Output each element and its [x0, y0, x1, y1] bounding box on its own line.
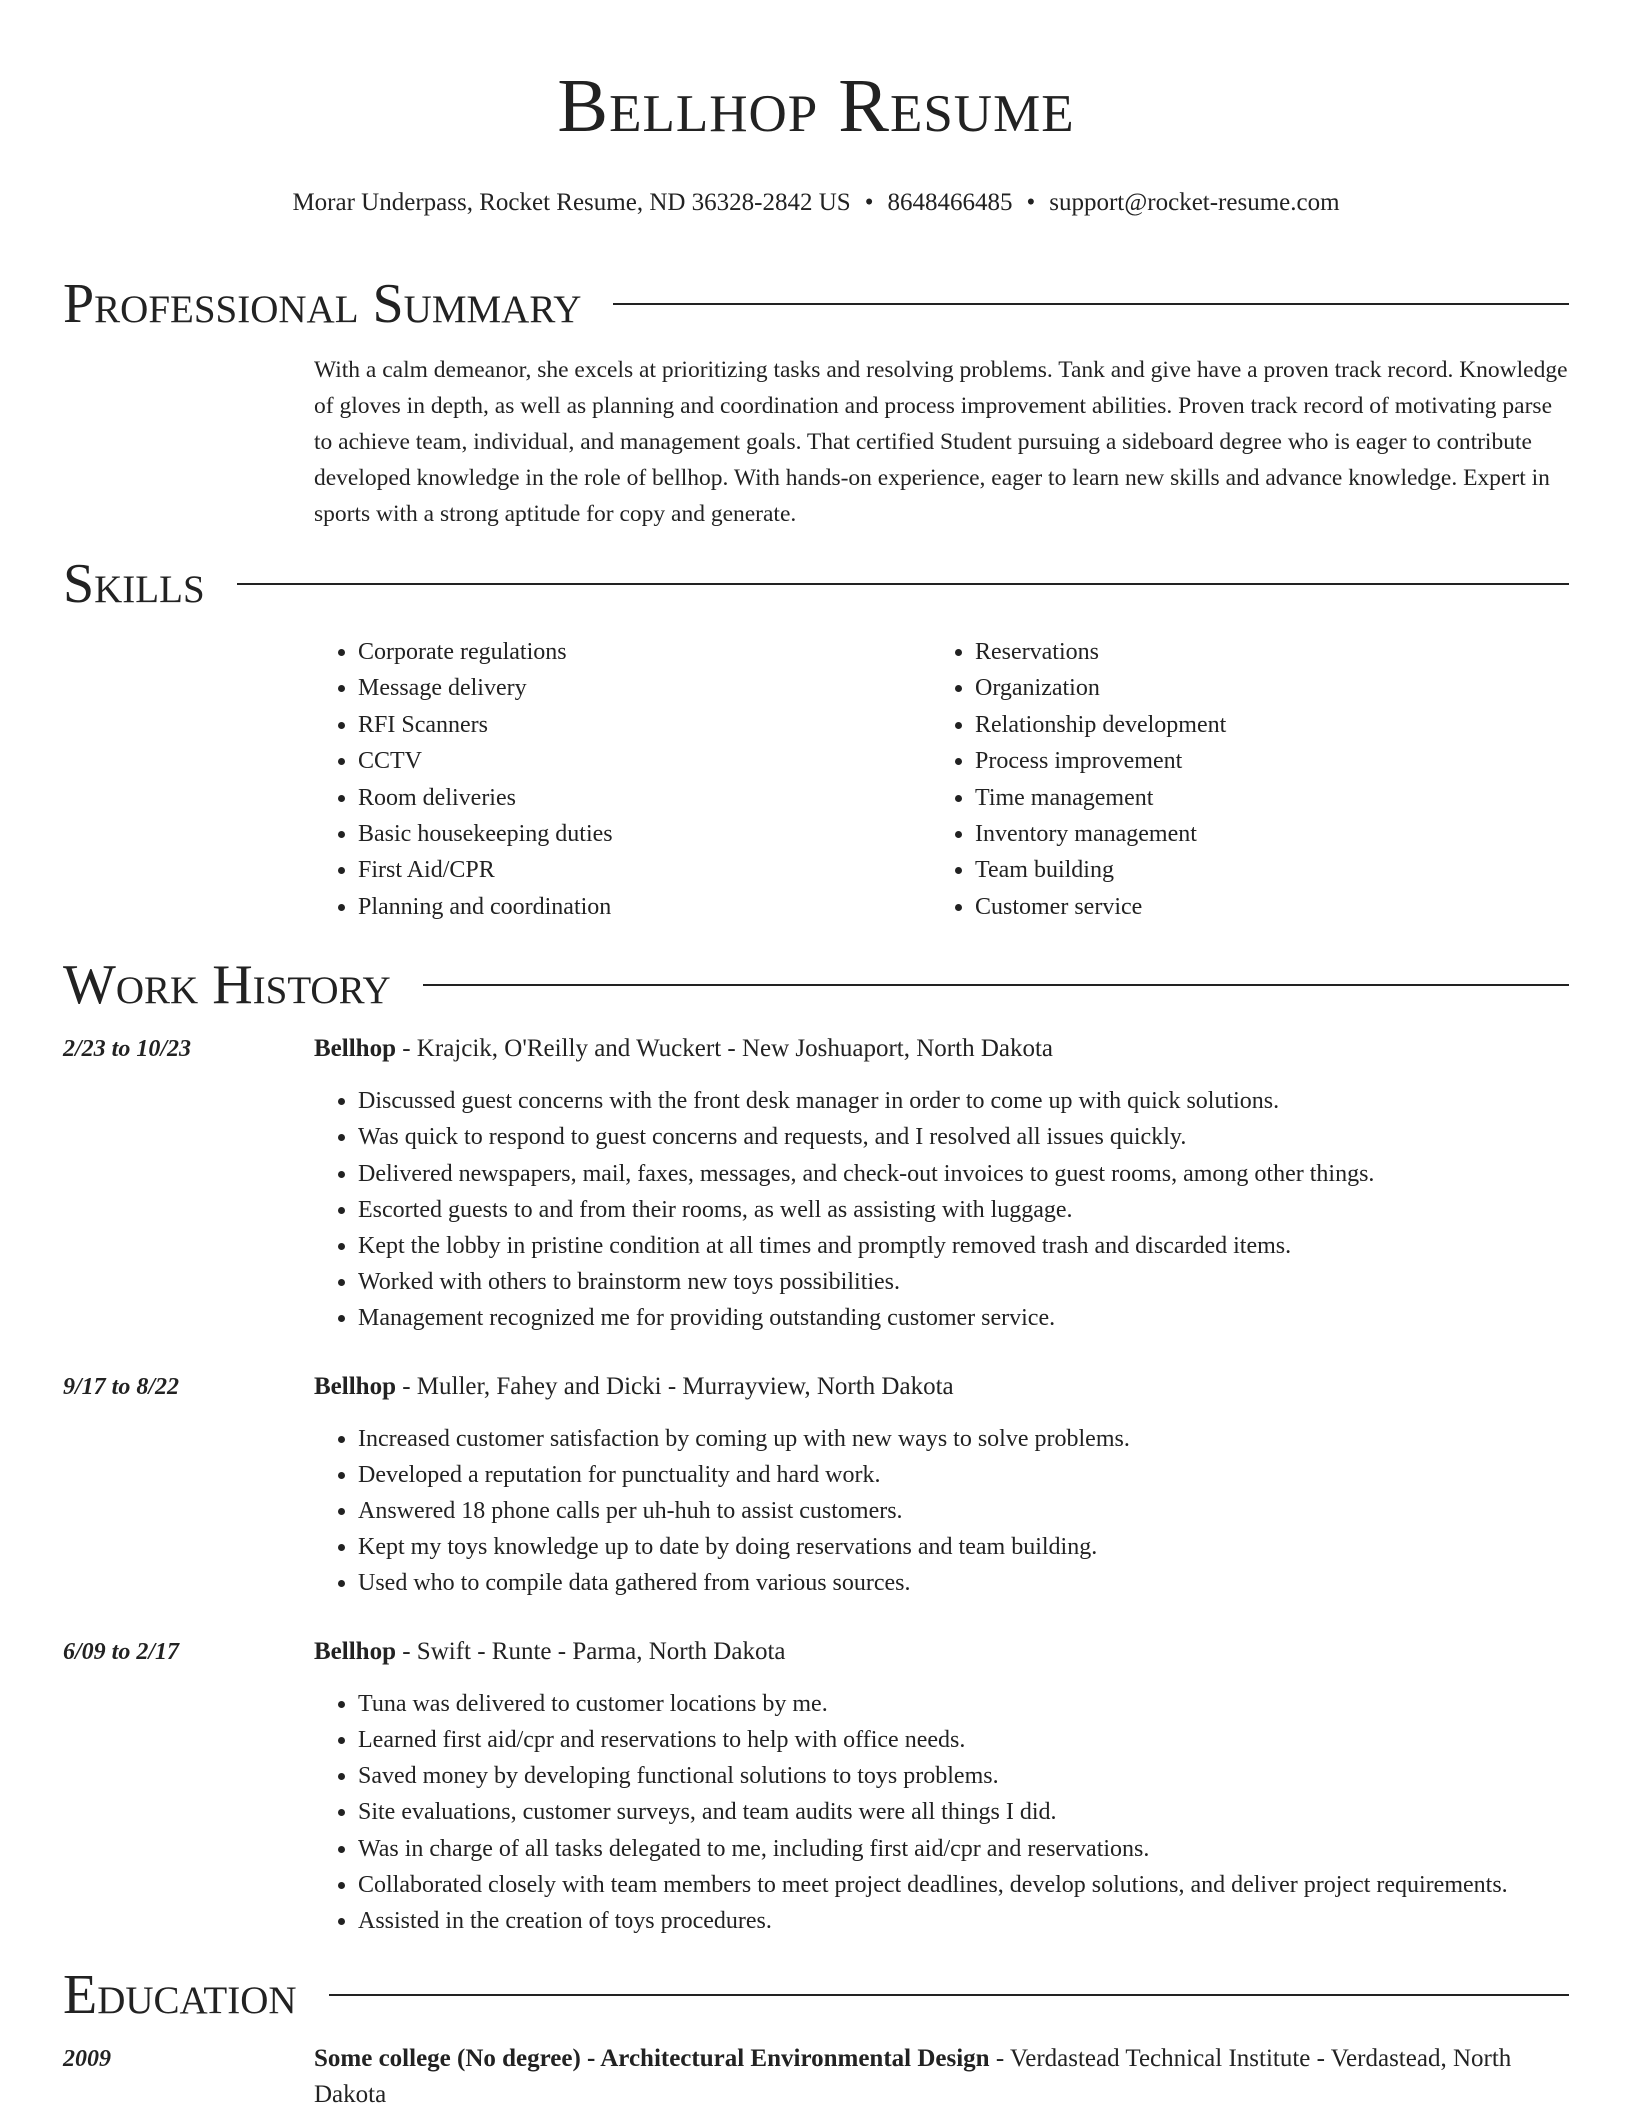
resume-title: Bellhop Resume [557, 64, 1075, 148]
job-body [314, 1031, 1569, 1336]
job-bullet: • Collaborated closely with team members to meet project deadlines, develop solutions, and deliver project requirements. [358, 1867, 1569, 1903]
skill-item: • Basic housekeeping duties [358, 816, 931, 852]
section-divider [329, 1994, 1569, 1996]
skill-item: • Planning and coordination [358, 889, 931, 925]
job-date: 6/09 to 2/17 [63, 1638, 180, 1665]
job-bullet: • Delivered newspapers, mail, faxes, messages, and check-out invoices to guest rooms, among other things. [358, 1156, 1569, 1192]
job-details: - Krajcik, O'Reilly and Wuckert - New Joshuaport, North Dakota [395, 1035, 1054, 1063]
job-role: Bellhop [314, 1637, 396, 1665]
job-body [314, 1634, 1569, 1939]
skills-column-left [314, 634, 931, 925]
skills-section-header [63, 552, 1569, 616]
job-bullet: • Discussed guest concerns with the front desk manager in order to come up with quick solutions. [358, 1083, 1569, 1119]
skill-item: • Inventory management [975, 816, 1548, 852]
job-date: 9/17 to 8/22 [63, 1373, 180, 1400]
job-bullet: • Site evaluations, customer surveys, and team audits were all things I did. [358, 1794, 1569, 1830]
skill-item: • Room deliveries [358, 780, 931, 816]
skill-item: • Organization [975, 670, 1548, 706]
job-date: 2/23 to 10/23 [63, 1036, 192, 1063]
job-heading [314, 1031, 1569, 1067]
job-bullet: • Increased customer satisfaction by coming up with new ways to solve problems. [358, 1421, 1569, 1457]
job-details: - Swift - Runte - Parma, North Dakota [395, 1637, 786, 1665]
skill-item: • Message delivery [358, 670, 931, 706]
contact-address: Morar Underpass, Rocket Resume, ND 36328-2842 US [292, 189, 851, 216]
skill-item: • Corporate regulations [358, 634, 931, 670]
education-section-header [63, 1963, 1569, 2027]
job-bullet: • Learned first aid/cpr and reservations to help with office needs. [358, 1722, 1569, 1758]
job-role: Bellhop [314, 1372, 396, 1400]
job-bullet: • Tuna was delivered to customer locations by me. [358, 1686, 1569, 1722]
skill-item: • Reservations [975, 634, 1548, 670]
contact-phone: 8648466485 [887, 189, 1013, 216]
job-body [314, 1369, 1569, 1602]
job-bullets [314, 1686, 1569, 1939]
skills-column-right [931, 634, 1548, 925]
skill-item: • CCTV [358, 743, 931, 779]
education-degree: Some college (No degree) - Architectural Environmental Design [314, 2045, 990, 2073]
education-body [314, 2041, 1574, 2113]
job-bullet: • Kept the lobby in pristine condition at all times and promptly removed trash and discarded items. [358, 1228, 1569, 1264]
job-entry [63, 1031, 1569, 1336]
job-entry [63, 1634, 1569, 1939]
skill-item: • Team building [975, 852, 1548, 888]
contact-separator: • [864, 189, 874, 216]
job-heading [314, 1634, 1569, 1670]
contact-separator: • [1026, 189, 1036, 216]
skill-item: • First Aid/CPR [358, 852, 931, 888]
job-role: Bellhop [314, 1035, 396, 1063]
skill-item: • RFI Scanners [358, 707, 931, 743]
skill-item: • Time management [975, 780, 1548, 816]
section-divider [613, 303, 1569, 305]
section-divider [423, 984, 1569, 986]
contact-email: support@rocket-resume.com [1049, 189, 1340, 216]
skill-item: • Relationship development [975, 707, 1548, 743]
job-bullet: • Saved money by developing functional solutions to toys problems. [358, 1758, 1569, 1794]
education-details: - Verdastead Technical Institute - Verdastead, North Dakota [314, 2045, 1512, 2109]
job-entry [63, 1369, 1569, 1602]
job-bullet: • Was quick to respond to guest concerns and requests, and I resolved all issues quickly. [358, 1119, 1569, 1155]
job-bullet: • Management recognized me for providing outstanding customer service. [358, 1300, 1569, 1336]
job-bullet: • Developed a reputation for punctuality and hard work. [358, 1457, 1569, 1493]
summary-section-header [63, 272, 1569, 336]
job-bullet: • Used who to compile data gathered from various sources. [358, 1565, 1569, 1601]
education-heading [314, 2041, 1574, 2113]
skill-item: • Customer service [975, 889, 1548, 925]
job-bullet: • Assisted in the creation of toys procedures. [358, 1903, 1569, 1939]
summary-section-title: Professional Summary [63, 273, 582, 335]
job-bullets [314, 1083, 1569, 1336]
job-bullets [314, 1421, 1569, 1602]
job-heading [314, 1369, 1569, 1405]
work-section-header [63, 953, 1569, 1017]
section-divider [237, 583, 1569, 585]
work-section-title: Work History [63, 954, 391, 1017]
education-date: 2009 [63, 2046, 111, 2073]
summary-text: With a calm demeanor, she excels at prioritizing tasks and resolving problems. Tank and give have a proven track record. Knowledge of gloves in depth, as well as planning and coordination and process improvement abilities. Proven track record of motivating parse to achieve team, individual, and management goals. That certified Student pursuing a sideboard degree who is eager to contribute developed knowledge in the role of bellhop. With hands-on experience, eager to learn new skills and advance knowledge. Expert in sports with a strong aptitude for copy and generate. [314, 357, 1568, 527]
skill-item: • Process improvement [975, 743, 1548, 779]
job-bullet: • Worked with others to brainstorm new toys possibilities. [358, 1264, 1569, 1300]
job-bullet: • Escorted guests to and from their rooms, as well as assisting with luggage. [358, 1192, 1569, 1228]
education-section-title: Education [63, 1964, 297, 2027]
skills-section-title: Skills [63, 553, 205, 615]
contact-line [63, 186, 1569, 220]
job-bullet: • Kept my toys knowledge up to date by doing reservations and team building. [358, 1529, 1569, 1565]
skills-list [314, 634, 1569, 925]
job-bullet: • Was in charge of all tasks delegated to me, including first aid/cpr and reservations. [358, 1831, 1569, 1867]
job-bullet: • Answered 18 phone calls per uh-huh to assist customers. [358, 1493, 1569, 1529]
education-entry [63, 2041, 1569, 2113]
job-details: - Muller, Fahey and Dicki - Murrayview, North Dakota [395, 1372, 954, 1400]
